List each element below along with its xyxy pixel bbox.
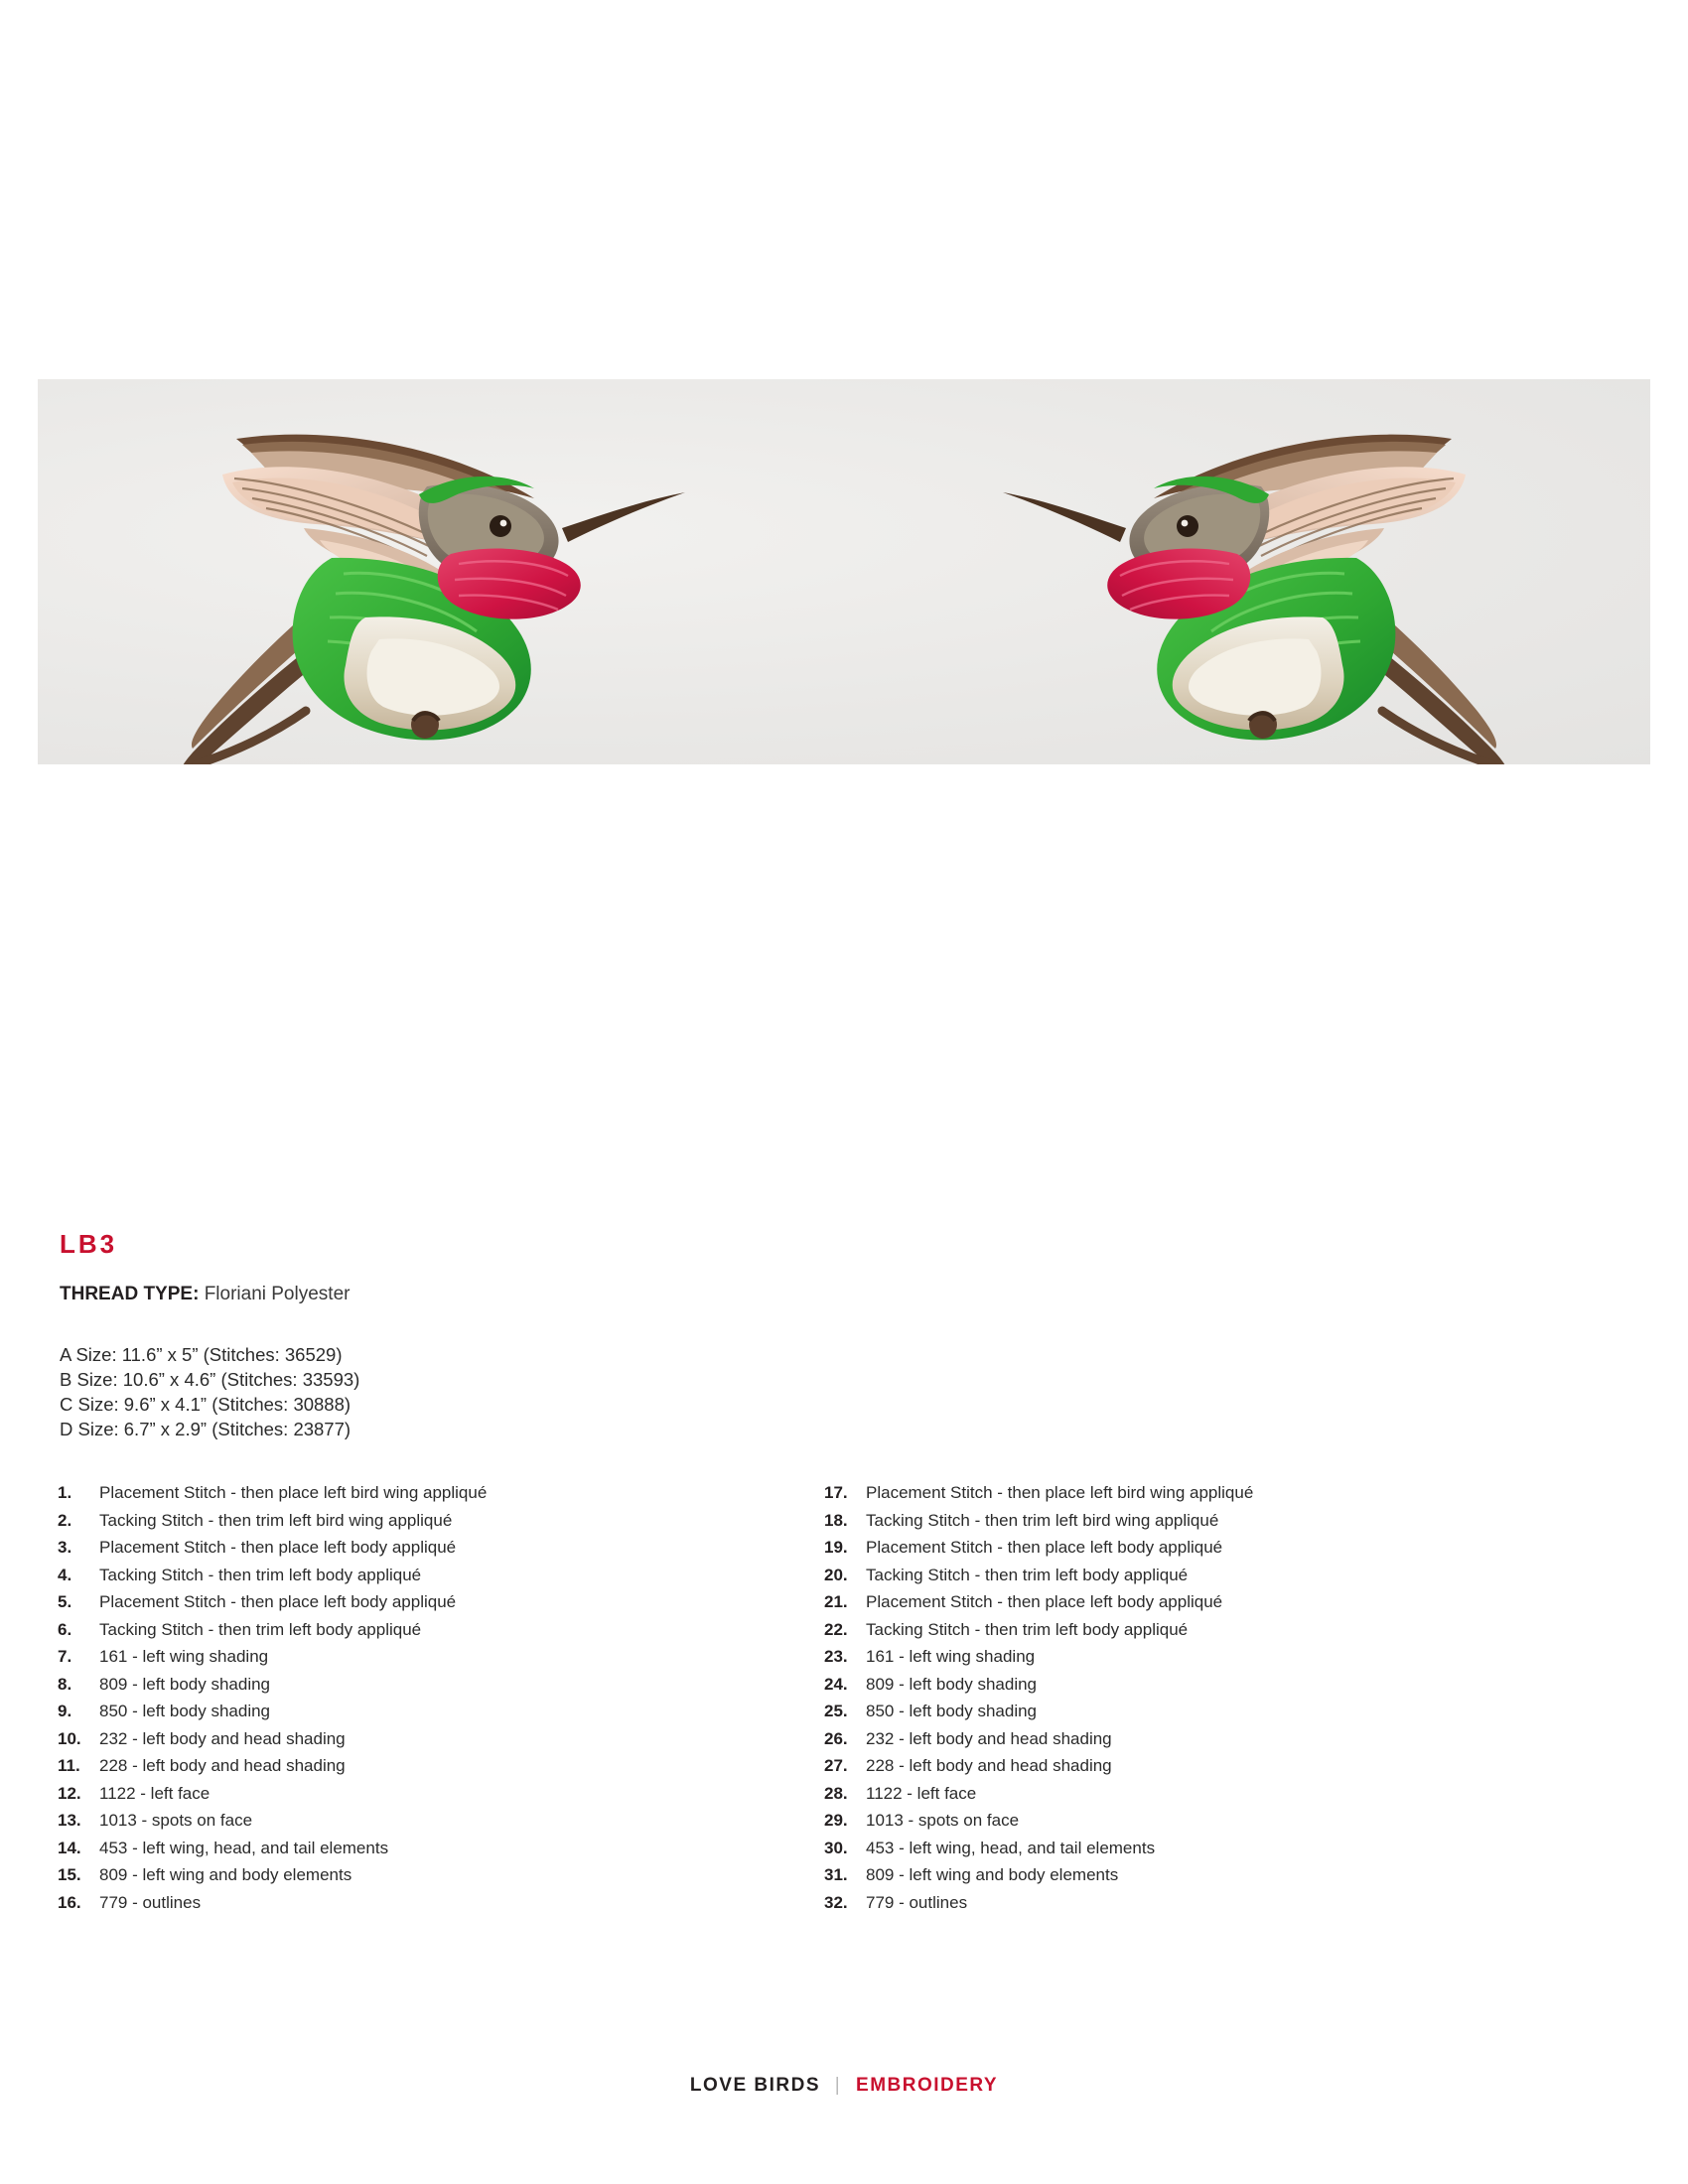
step-item	[824, 1698, 1579, 1725]
thread-type-label: THREAD TYPE:	[60, 1284, 200, 1304]
step-text: 161 - left wing shading	[99, 1647, 269, 1666]
step-number: 24.	[824, 1674, 848, 1694]
step-text: 228 - left body and head shading	[866, 1756, 1112, 1775]
stitch-steps-right-column	[824, 1479, 1579, 1916]
size-line-d: D Size: 6.7” x 2.9” (Stitches: 23877)	[60, 1419, 352, 1439]
step-number: 3.	[58, 1538, 72, 1557]
step-text: 850 - left body shading	[866, 1702, 1038, 1720]
step-text: 232 - left body and head shading	[99, 1728, 346, 1748]
step-number: 25.	[824, 1702, 848, 1720]
step-number: 29.	[824, 1811, 848, 1830]
step-text: Placement Stitch - then place left body appliqué	[866, 1538, 1223, 1557]
step-text: Placement Stitch - then place left bird wing appliqué	[866, 1483, 1254, 1502]
step-text: 1013 - spots on face	[866, 1811, 1020, 1830]
step-item	[824, 1889, 1579, 1917]
step-item	[58, 1835, 812, 1862]
step-item	[824, 1780, 1579, 1808]
step-text: Tacking Stitch - then trim left bird wing appliqué	[866, 1510, 1219, 1530]
step-number: 18.	[824, 1510, 848, 1530]
step-text: 228 - left body and head shading	[99, 1756, 346, 1775]
step-item	[824, 1562, 1579, 1589]
step-number: 5.	[58, 1592, 72, 1611]
step-item	[58, 1616, 812, 1644]
thread-type-value: Floriani Polyester	[204, 1284, 351, 1304]
footer-category: EMBROIDERY	[856, 2075, 999, 2096]
step-text: 809 - left wing and body elements	[866, 1865, 1119, 1884]
step-number: 30.	[824, 1838, 848, 1857]
step-number: 13.	[58, 1811, 81, 1830]
size-line-c: C Size: 9.6” x 4.1” (Stitches: 30888)	[60, 1394, 352, 1415]
step-text: Tacking Stitch - then trim left body appliqué	[866, 1619, 1189, 1639]
step-text: 453 - left wing, head, and tail elements	[99, 1838, 389, 1857]
step-text: 1013 - spots on face	[99, 1811, 253, 1830]
step-text: 232 - left body and head shading	[866, 1728, 1112, 1748]
step-item	[58, 1534, 812, 1562]
step-number: 23.	[824, 1647, 848, 1666]
step-text: 1122 - left face	[99, 1783, 211, 1803]
step-item	[824, 1588, 1579, 1616]
step-item	[824, 1616, 1579, 1644]
step-text: Placement Stitch - then place left body appliqué	[99, 1592, 457, 1611]
size-line-b: B Size: 10.6” x 4.6” (Stitches: 33593)	[60, 1369, 360, 1390]
footer-separator: |	[834, 2075, 842, 2096]
step-number: 14.	[58, 1838, 81, 1857]
footer-title: LOVE BIRDS	[689, 2075, 821, 2096]
step-number: 9.	[58, 1702, 72, 1720]
size-line-a: A Size: 11.6” x 5” (Stitches: 36529)	[60, 1344, 343, 1365]
step-text: 850 - left body shading	[99, 1702, 271, 1720]
step-item	[824, 1479, 1579, 1507]
step-item	[58, 1889, 812, 1917]
step-item	[824, 1671, 1579, 1699]
step-item	[58, 1807, 812, 1835]
step-text: Placement Stitch - then place left body appliqué	[99, 1538, 457, 1557]
step-number: 26.	[824, 1728, 848, 1748]
step-item	[824, 1534, 1579, 1562]
step-number: 6.	[58, 1619, 72, 1639]
step-number: 7.	[58, 1647, 72, 1666]
step-item	[824, 1725, 1579, 1753]
thread-type-line	[60, 1284, 350, 1305]
step-text: Placement Stitch - then place left body appliqué	[866, 1592, 1223, 1611]
step-text: Tacking Stitch - then trim left body appliqué	[99, 1619, 422, 1639]
step-item	[824, 1643, 1579, 1671]
step-number: 11.	[58, 1756, 80, 1775]
step-item	[58, 1725, 812, 1753]
step-item	[58, 1588, 812, 1616]
size-list	[60, 1342, 359, 1441]
right-bird	[1003, 435, 1508, 764]
stitch-steps-left-column	[58, 1479, 812, 1916]
step-text: 809 - left body shading	[99, 1674, 271, 1694]
step-number: 22.	[824, 1619, 848, 1639]
hummingbird-artwork	[38, 379, 1650, 764]
step-text: Tacking Stitch - then trim left bird wing appliqué	[99, 1510, 453, 1530]
step-number: 20.	[824, 1565, 848, 1584]
step-number: 10.	[58, 1728, 81, 1748]
step-item	[824, 1861, 1579, 1889]
step-item	[58, 1643, 812, 1671]
left-bird	[180, 435, 685, 764]
step-text: 779 - outlines	[866, 1892, 968, 1912]
step-item	[58, 1698, 812, 1725]
step-number: 1.	[58, 1483, 72, 1502]
step-item	[58, 1479, 812, 1507]
design-code: LB3	[60, 1229, 118, 1259]
step-number: 27.	[824, 1756, 848, 1775]
step-number: 2.	[58, 1510, 72, 1530]
step-text: Tacking Stitch - then trim left body appliqué	[99, 1565, 422, 1584]
step-text: 809 - left wing and body elements	[99, 1865, 352, 1884]
step-number: 8.	[58, 1674, 72, 1694]
step-item	[58, 1861, 812, 1889]
step-item	[824, 1807, 1579, 1835]
step-number: 32.	[824, 1892, 848, 1912]
page-footer	[0, 2075, 1688, 2097]
step-item	[58, 1507, 812, 1535]
step-item	[824, 1835, 1579, 1862]
step-number: 28.	[824, 1783, 848, 1803]
step-item	[824, 1752, 1579, 1780]
step-number: 31.	[824, 1865, 848, 1884]
step-item	[824, 1507, 1579, 1535]
step-text: 161 - left wing shading	[866, 1647, 1036, 1666]
step-item	[58, 1752, 812, 1780]
step-item	[58, 1562, 812, 1589]
step-number: 15.	[58, 1865, 81, 1884]
design-photo	[38, 379, 1650, 764]
step-text: 779 - outlines	[99, 1892, 202, 1912]
step-text: 1122 - left face	[866, 1783, 977, 1803]
step-item	[58, 1780, 812, 1808]
step-number: 19.	[824, 1538, 848, 1557]
step-number: 4.	[58, 1565, 72, 1584]
step-text: 809 - left body shading	[866, 1674, 1038, 1694]
step-number: 21.	[824, 1592, 848, 1611]
step-text: Placement Stitch - then place left bird wing appliqué	[99, 1483, 488, 1502]
step-text: Tacking Stitch - then trim left body appliqué	[866, 1565, 1189, 1584]
step-number: 16.	[58, 1892, 81, 1912]
step-number: 17.	[824, 1483, 848, 1502]
step-item	[58, 1671, 812, 1699]
step-text: 453 - left wing, head, and tail elements	[866, 1838, 1156, 1857]
step-number: 12.	[58, 1783, 81, 1803]
